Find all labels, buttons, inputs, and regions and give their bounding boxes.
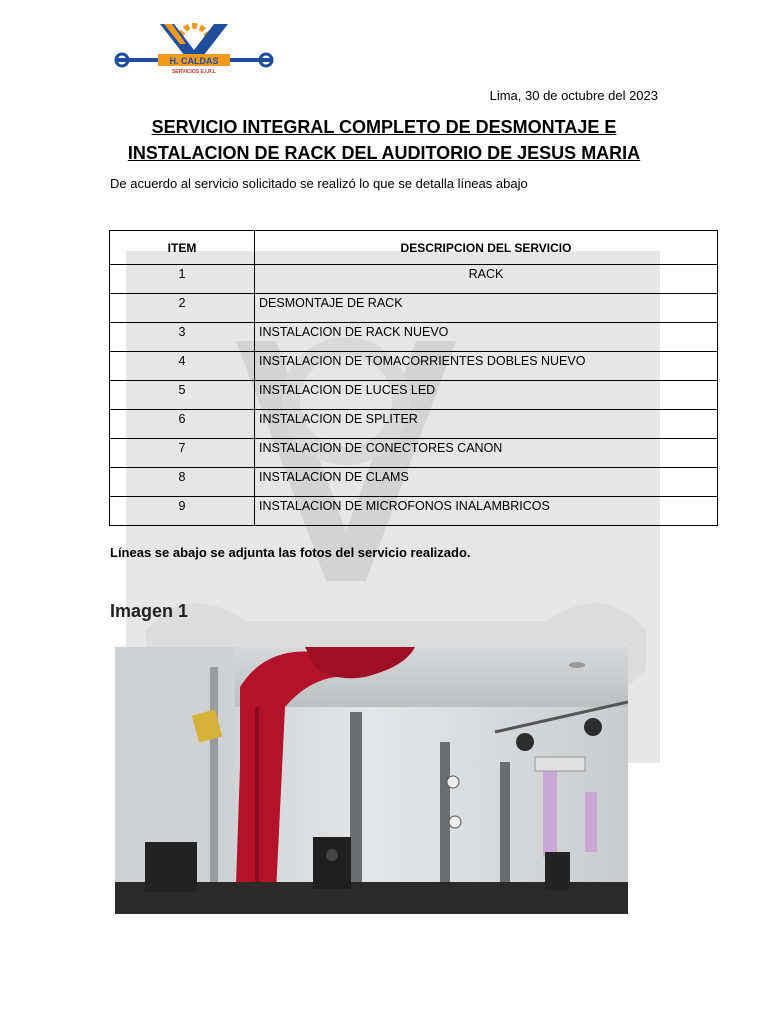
wrench-v-logo-icon [114, 20, 274, 76]
column-header-item: ITEM [110, 231, 255, 265]
item-number: 4 [110, 352, 255, 381]
item-number: 3 [110, 323, 255, 352]
item-number: 8 [110, 468, 255, 497]
table-row [110, 381, 718, 410]
item-number: 2 [110, 294, 255, 323]
table-header-row [110, 231, 718, 265]
item-description: DESMONTAJE DE RACK [255, 294, 718, 323]
table-row [110, 497, 718, 526]
image-heading: Imagen 1 [110, 601, 189, 621]
item-description: INSTALACION DE MICROFONOS INALAMBRICOS [255, 497, 718, 526]
item-description: INSTALACION DE SPLITER [255, 410, 718, 439]
table-row [110, 265, 718, 294]
item-description: INSTALACION DE RACK NUEVO [255, 323, 718, 352]
item-description: INSTALACION DE LUCES LED [255, 381, 718, 410]
item-description: RACK [255, 265, 718, 294]
item-number: 6 [110, 410, 255, 439]
item-number: 5 [110, 381, 255, 410]
table-row [110, 468, 718, 497]
item-description: INSTALACION DE CLAMS [255, 468, 718, 497]
table-row [110, 323, 718, 352]
item-description: INSTALACION DE CONECTORES CANON [255, 439, 718, 468]
item-number: 7 [110, 439, 255, 468]
photos-note: Líneas se abajo se adjunta las fotos del servicio realizado. [110, 545, 471, 560]
logo-brand-text: H. CALDAS [169, 56, 219, 66]
column-header-description: DESCRIPCION DEL SERVICIO [255, 231, 718, 265]
logo-sub-text: SERVICIOS E.I.R.L [171, 69, 217, 75]
services-table [109, 230, 718, 526]
item-number: 9 [110, 497, 255, 526]
title-line-2: INSTALACION DE RACK DEL AUDITORIO DE JESUS MARIA [127, 143, 641, 163]
table-row [110, 410, 718, 439]
table-row [110, 294, 718, 323]
title-line-1: SERVICIO INTEGRAL COMPLETO DE DESMONTAJE E [151, 117, 617, 137]
document-title [100, 114, 668, 166]
company-logo [114, 20, 274, 76]
document-date: Lima, 30 de octubre del 2023 [489, 88, 658, 103]
table-row [110, 439, 718, 468]
table-row [110, 352, 718, 381]
intro-text: De acuerdo al servicio solicitado se realizó lo que se detalla líneas abajo [110, 176, 528, 191]
auditorium-photo [115, 647, 628, 914]
item-number: 1 [110, 265, 255, 294]
item-description: INSTALACION DE TOMACORRIENTES DOBLES NUEVO [255, 352, 718, 381]
